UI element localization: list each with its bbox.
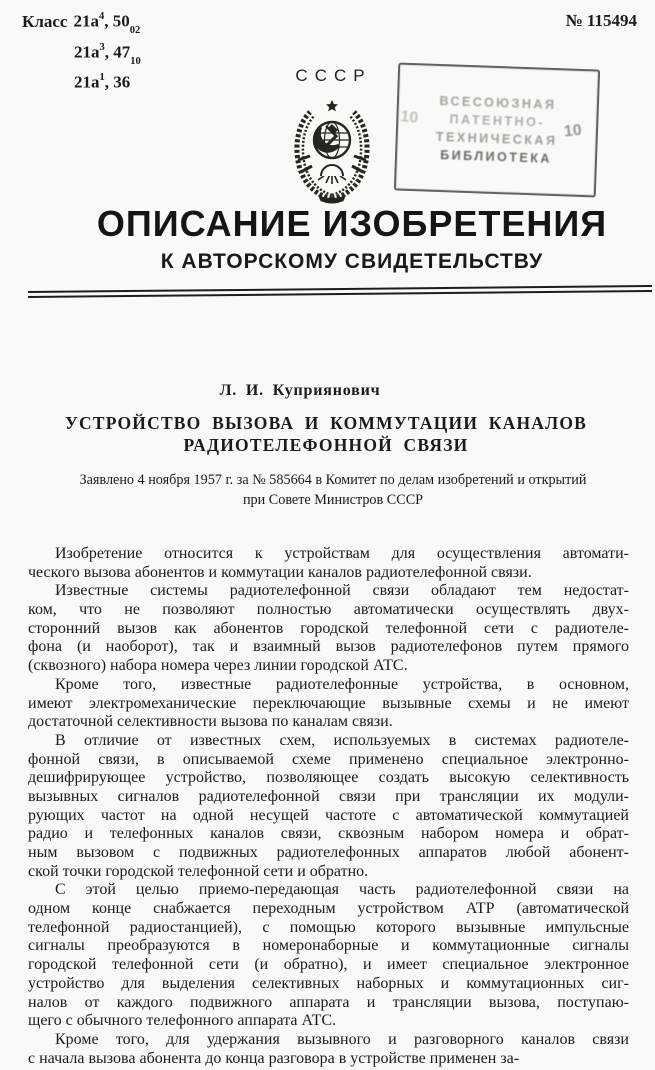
text-line: ком, что не позволяют полностью автоматически осуществлять двух- — [28, 601, 629, 619]
text-line: Изобретение относится к устройствам для осуществления автомати- — [55, 545, 629, 562]
library-stamp — [394, 63, 600, 198]
filing-line: при Совете Министров СССР — [242, 491, 424, 508]
text-line: Известные системы радиотелефонной связи обладают тем недостат- — [55, 582, 629, 600]
text-line: щего с обычного телефонного аппарата АТС. — [28, 1012, 337, 1030]
body-text — [28, 545, 629, 1068]
text-line: с начала вызова абонента до конца разговора в устройстве применен за- — [28, 1049, 520, 1067]
class-label: Класс — [22, 11, 68, 31]
text-line: имеют электромеханические переключающие вызывные схемы и не имеют — [28, 694, 629, 712]
text-line: ской точки городской телефонной сети и обратно. — [28, 862, 369, 880]
filing-note — [25, 471, 641, 510]
text-line: (сквозного) набора номера через линии городской АТС. — [28, 657, 408, 675]
ussr-coat-of-arms-icon — [288, 98, 376, 204]
text-line: радио и телефонных каналов связи, сквозным набором номера и обрат- — [28, 825, 629, 843]
text-line: фона (и наоборот), так и взаимный вызов радиотелефонов путем прямого — [28, 638, 629, 656]
text-line: городской телефонной сети (и обратно), и имеет специальное электронное — [28, 956, 629, 974]
stamp-text: ТЕХНИЧЕСКАЯ — [435, 129, 558, 149]
text-line: устройство для выделения селективных наборных и коммутационных сиг- — [28, 974, 629, 992]
text-line: вызывных сигналов радиотелефонной связи при трансляции их модули- — [28, 787, 629, 805]
classification-block — [22, 8, 141, 100]
text-line: налов от каждого подвижного аппарата и трансляции вызова, поступаю- — [28, 993, 629, 1011]
class-line: Класс $21а^4$, $50_{02}$ — [22, 11, 141, 37]
text-line: телефонной радиостанцией), с помощью которого вызывные импульсные — [28, 918, 629, 936]
author-name: Л. И. Куприянович — [219, 382, 381, 399]
text-line: сигналы преобразуются в номеронаборные и коммутационные сигналы — [28, 937, 629, 955]
class-line: $21а^1$, 36 — [74, 72, 131, 92]
patent-number: № 115494 — [565, 11, 637, 30]
document-title: ОПИСАНИЕ ИЗОБРЕТЕНИЯ — [96, 203, 608, 244]
text-line: ным вызовом с подвижных радиотелефонных аппаратов любой абонент- — [28, 844, 629, 861]
invention-title-line: УСТРОЙСТВО ВЫЗОВА И КОММУТАЦИИ КАНАЛОВ — [64, 413, 588, 433]
text-line: рующих частот на одной несущей частоте с автоматической коммутацией — [28, 806, 629, 824]
invention-title-line: РАДИОТЕЛЕФОННОЙ СВЯЗИ — [183, 434, 469, 455]
text-line: Кроме того, известные радиотелефонные устройства, в основном, — [55, 675, 629, 693]
text-line: сторонний вызов как абонентов городской телефонной сети с радиотеле- — [28, 619, 629, 637]
text-line: В отличие от известных схем, используемых в системах радиотеле- — [55, 731, 629, 749]
stamp-text: ВСЕСОЮЗНАЯ — [439, 93, 557, 113]
text-line: достаточной селективности вызова по каналам связи. — [28, 713, 393, 731]
text-line: одном конце снабжается переходным устройством АТР (автоматической — [28, 900, 629, 918]
stamp-text: ПАТЕНТНО- — [449, 112, 546, 130]
class-line: $21а^3$, $47_{10}$ — [74, 41, 141, 67]
text-line: дешифрирующее устройство, позволяющее создать высокую селективность — [28, 769, 629, 787]
text-line: ческого вызова абонентов и коммутации каналов радиотелефонной связи. — [28, 563, 532, 581]
text-line: Кроме того, для удержания вызывного и разговорного каналов связи — [55, 1030, 629, 1048]
stamp-text: БИБЛИОТЕКА — [439, 148, 553, 166]
invention-title — [23, 413, 629, 456]
document-subtitle: К АВТОРСКОМУ СВИДЕТЕЛЬСТВУ — [160, 250, 544, 273]
stamp-number: 10 — [563, 121, 583, 141]
text-line: фонной связи, в описываемой схеме применено специальное электронно- — [28, 750, 629, 768]
double-rule — [28, 285, 652, 298]
stamp-number: 10 — [399, 108, 420, 127]
filing-line: Заявлено 4 ноября 1957 г. за № 585664 в Комитет по делам изобретений и открытий — [79, 472, 587, 488]
text-line: С этой целью приемо-передающая часть радиотелефонной связи на — [55, 881, 629, 899]
country-label: СССР — [295, 66, 372, 85]
